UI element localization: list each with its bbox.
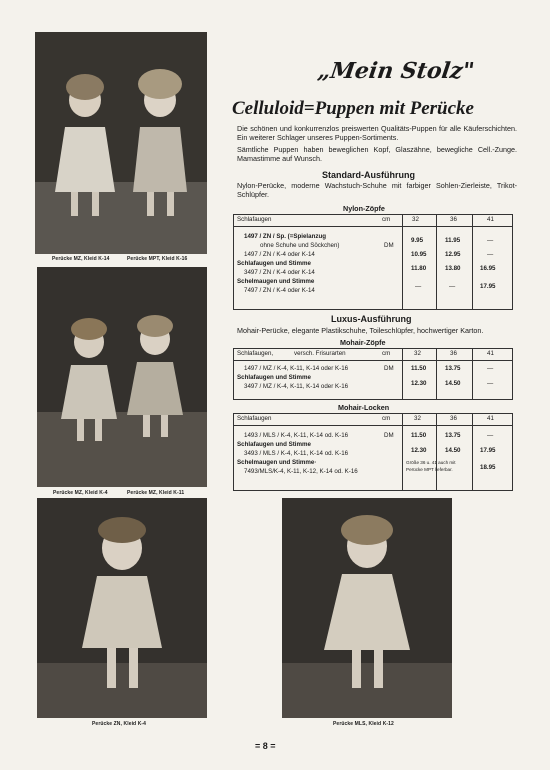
table-row: 7493/MLS/K-4, K-11, K-12, K-14 od. K-16 Perücke MPT lieferbar. 18.95 [244, 464, 496, 475]
luxus-description: Mohair-Perücke, elegante Plastikschuhe, Toileschlüpfer, hochwertiger Karton. [237, 326, 484, 335]
table-row: ohne Schuhe und Söckchen) DM [260, 242, 394, 249]
table-row: 7497 / ZN / K-4 oder K-14 — — 17.95 [244, 283, 496, 294]
table-row: 1493 / MLS / K-4, K-11, K-14 od. K-16 DM 11.50 13.75 — [244, 432, 494, 439]
standard-description: Nylon-Perücke, moderne Wachstuch-Schuhe mit farbiger Sohlen-Zierleiste, Trikot-Schlüpfer. [237, 181, 517, 199]
col-36: 36 [450, 216, 457, 223]
table-row: 1497 / ZN / Sp. (=Spielanzug 9.95 11.95 — [244, 233, 494, 244]
doll-pair-image-2 [37, 267, 207, 487]
nylon-table-title: Nylon-Zöpfe [343, 204, 385, 213]
mohair-locken-table: Schlafaugen cm 32 36 41 1493 / MLS / K-4, K-11, K-14 od. K-16 DM 11.50 13.75 — Schlafaugen und Stimme 3493 / MLS / K-4, K-11, K-14 od. K-16 12.30 14.50 17.95 Schelmaugen und Stimme· Größe 36 u. 41 auch mit 7493/MLS/K-4, K-11, K-12, K-14 od. K-16 Perücke MPT lieferbar. 18.95 [233, 413, 513, 491]
standard-heading: Standard-Ausführung [322, 170, 415, 180]
mohair-locken-title: Mohair-Locken [338, 403, 390, 412]
table-row: 1497 / MZ / K-4, K-11, K-14 oder K-16 DM 11.50 13.75 — [244, 365, 494, 372]
table-row: Schelmaugen und Stimme [237, 278, 315, 285]
luxus-heading: Luxus-Ausführung [331, 314, 412, 324]
table-row: Schlafaugen und Stimme [237, 441, 311, 448]
col-schlafaugen: Schlafaugen [237, 216, 272, 223]
table-row: 3493 / MLS / K-4, K-11, K-14 od. K-16 12.30 14.50 17.95 [244, 447, 496, 457]
doll-pair-image-1 [35, 32, 207, 254]
table-row: Schelmaugen und Stimme· Größe 36 u. 41 auch mit [237, 459, 456, 466]
photo2-caption-right: Perücke MZ, Kleid K-11 [127, 490, 185, 496]
photo2-caption-left: Perücke MZ, Kleid K-4 [53, 490, 108, 496]
table-row: 3497 / MZ / K-4, K-11, K-14 oder K-16 12.30 14.50 — [244, 380, 494, 390]
mohair-zoepfe-table: Schlafaugen, versch. Frisurarten cm 32 36 41 1497 / MZ / K-4, K-11, K-14 oder K-16 DM 11.50 13.75 — Schlafaugen und Stimme 3497 / MZ / K-4, K-11, K-14 oder K-16 12.30 14.50 — [233, 348, 513, 400]
photo3-caption: Perücke ZN, Kleid K-4 [92, 721, 147, 727]
doll-image-4 [282, 498, 452, 718]
table-row: Schlafaugen und Stimme [237, 260, 311, 267]
table-row: 1497 / ZN / K-4 oder K-14 10.95 12.95 — [244, 251, 494, 258]
photo-doll-4 [282, 498, 452, 718]
photo1-caption-left: Perücke MZ, Kleid K-14 [52, 256, 110, 262]
col-41: 41 [487, 216, 494, 223]
table-row: Schlafaugen und Stimme [237, 374, 311, 381]
brand-name: „Mein Stolz" [316, 58, 476, 84]
mohair-zoepfe-title: Mohair-Zöpfe [340, 338, 386, 347]
doll-image-3 [37, 498, 207, 718]
photo4-caption: Perücke MLS, Kleid K-12 [333, 721, 394, 727]
col-32: 32 [412, 216, 419, 223]
col-unit: cm [382, 216, 391, 223]
intro-text-1: Die schönen und konkurrenzlos preiswerten Qualitäts-Puppen für alle Käuferschichten. Ein weiterer Schlager unseres Puppen-Sortiments. [237, 124, 517, 142]
photo1-caption-right: Perücke MPT, Kleid K-16 [127, 256, 188, 262]
photo-doll-3 [37, 498, 207, 718]
table-row: 3497 / ZN / K-4 oder K-14 11.80 13.80 16.95 [244, 265, 496, 276]
photo-dolls-1 [35, 32, 207, 254]
nylon-price-table [233, 214, 513, 310]
page-title: Celluloid=Puppen mit Perücke [232, 98, 474, 119]
photo-dolls-2 [37, 267, 207, 487]
intro-text-2: Sämtliche Puppen haben beweglichen Kopf, Glaszähne, bewegliche Cell.-Zunge. Mamastimme auf Wunsch. [237, 145, 517, 163]
page-number: = 8 = [255, 741, 276, 751]
